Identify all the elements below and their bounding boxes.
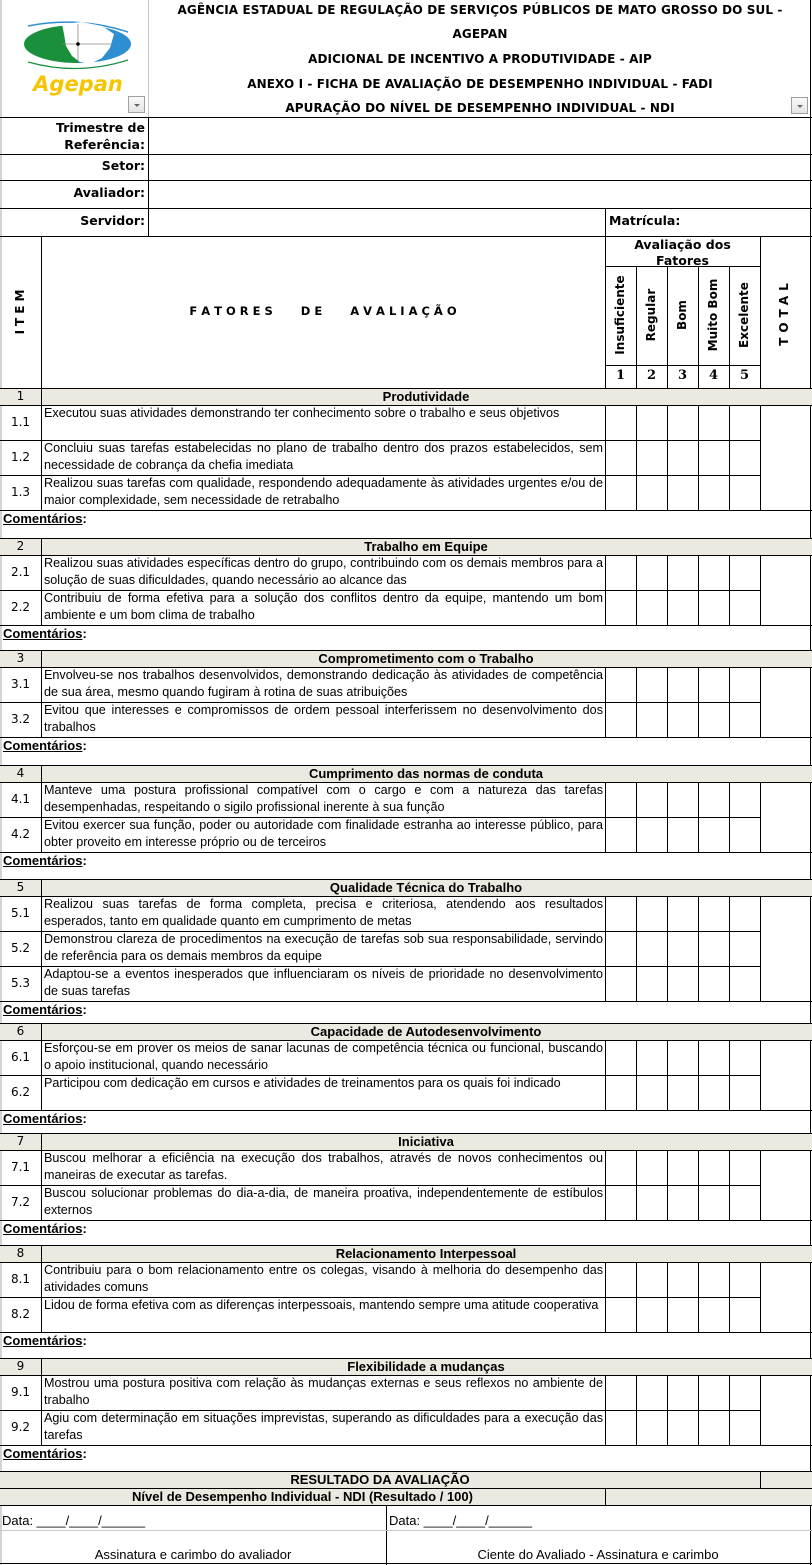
score-cell[interactable] — [606, 897, 636, 931]
comments-colon: : — [82, 1446, 87, 1461]
score-cell[interactable] — [730, 783, 760, 817]
rule — [148, 117, 149, 236]
score-cell[interactable] — [730, 556, 760, 590]
comments-label-text: Comentários — [3, 1002, 83, 1017]
setor-label: Setor: — [101, 158, 145, 173]
signature-evaluated-label: Ciente do Avaliado - Assinatura e carimbo — [477, 1547, 719, 1562]
score-cell[interactable] — [668, 1298, 698, 1332]
comments-label-text: Comentários — [3, 1111, 83, 1126]
score-cell[interactable] — [606, 441, 636, 475]
item-description: Mostrou uma postura positiva com relação às mudanças externas e seus reflexos no ambiente de trabalho — [44, 1376, 603, 1407]
score-cell[interactable] — [637, 406, 667, 440]
item-number: 5.2 — [10, 941, 31, 955]
score-cell[interactable] — [668, 441, 698, 475]
item-number: 9.2 — [10, 1420, 31, 1434]
section-title: Iniciativa — [398, 1134, 454, 1149]
section-title: Qualidade Técnica do Trabalho — [329, 880, 523, 895]
comments-label — [3, 1111, 87, 1126]
comments-label-text: Comentários — [3, 738, 83, 753]
score-cell[interactable] — [637, 1298, 667, 1332]
score-cell[interactable] — [730, 1076, 760, 1110]
score-cell[interactable] — [668, 556, 698, 590]
section-number: 3 — [16, 651, 25, 665]
score-cell[interactable] — [606, 1263, 636, 1297]
comments-label — [3, 511, 87, 526]
comments-input[interactable] — [90, 626, 808, 649]
score-cell[interactable] — [668, 818, 698, 852]
score-cell[interactable] — [606, 406, 636, 440]
score-cell[interactable] — [730, 932, 760, 966]
comments-input[interactable] — [90, 1111, 808, 1132]
result-title: RESULTADO DA AVALIAÇÃO — [290, 1472, 470, 1487]
section-title: Produtividade — [382, 389, 470, 404]
score-header-label: Excelente — [736, 282, 751, 348]
score-cell[interactable] — [637, 703, 667, 737]
item-description: Participou com dedicação em cursos e atividades de treinamentos para os quais foi indicado — [44, 1076, 561, 1090]
score-cell[interactable] — [730, 703, 760, 737]
date-evaluator[interactable]: Data: ____/____/______ — [2, 1513, 146, 1528]
score-header-value: 3 — [677, 368, 688, 383]
section-number: 8 — [16, 1246, 25, 1260]
header-title: APURAÇÃO DO NÍVEL DE DESEMPENHO INDIVIDUAL - NDI — [285, 101, 675, 115]
score-cell[interactable] — [668, 932, 698, 966]
section-title: Relacionamento Interpessoal — [335, 1246, 517, 1261]
section-number: 6 — [16, 1024, 25, 1038]
comments-label — [3, 853, 87, 868]
score-header-value: 4 — [708, 368, 719, 383]
item-description: Agiu com determinação em situações imprevistas, superando as dificuldades para a execução das tarefas — [44, 1411, 603, 1442]
item-number: 2.2 — [10, 600, 31, 614]
logo — [22, 18, 134, 98]
comments-label — [3, 626, 87, 641]
score-header-label: Muito Bom — [705, 278, 720, 352]
comments-label-text: Comentários — [3, 1221, 83, 1236]
comments-colon: : — [82, 1333, 87, 1348]
item-description: Contribuiu para o bom relacionamento entre os colegas, visando à melhoria do desempenho das atividades comuns — [44, 1263, 603, 1294]
comments-input[interactable] — [90, 1002, 808, 1022]
score-cell[interactable] — [668, 1186, 698, 1220]
score-cell[interactable] — [668, 1151, 698, 1185]
score-cell[interactable] — [637, 783, 667, 817]
matricula-label: Matrícula: — [609, 213, 681, 228]
agepan-logo-icon — [22, 18, 134, 98]
score-cell[interactable] — [668, 1076, 698, 1110]
score-header-label: Bom — [674, 300, 689, 330]
score-cell[interactable] — [730, 668, 760, 702]
comments-label — [3, 738, 87, 753]
section-total-cell[interactable] — [761, 1263, 810, 1332]
header-divider — [148, 0, 149, 117]
score-header-value: 2 — [646, 368, 657, 383]
item-number: 4.2 — [10, 827, 31, 841]
ndi-label: Nível de Desempenho Individual - NDI (Resultado / 100) — [132, 1489, 473, 1504]
avaliacao-header-line2: Fatores — [656, 253, 709, 268]
score-cell[interactable] — [699, 1376, 729, 1410]
comments-label-text: Comentários — [3, 1446, 83, 1461]
score-cell[interactable] — [730, 1186, 760, 1220]
section-total-cell[interactable] — [761, 783, 810, 852]
fatores-column-header: F A T O R E S D E A V A L I A Ç Ã O — [189, 304, 457, 318]
score-cell[interactable] — [730, 406, 760, 440]
result-total-cell[interactable] — [761, 1472, 810, 1487]
item-description: Manteve uma postura profissional compatível com o cargo e com a natureza das tarefas desempenhadas, respeitando o sigilo profissional inerente à sua função — [44, 783, 603, 814]
score-cell[interactable] — [668, 406, 698, 440]
section-total-cell[interactable] — [761, 556, 810, 625]
score-cell[interactable] — [606, 932, 636, 966]
section-number: 1 — [16, 389, 25, 403]
score-cell[interactable] — [730, 818, 760, 852]
score-cell[interactable] — [668, 1263, 698, 1297]
item-description: Evitou que interesses e compromissos de ordem pessoal interferissem no desenvolvimento dos trabalhos — [44, 703, 603, 734]
score-cell[interactable] — [699, 1298, 729, 1332]
comments-label — [3, 1446, 87, 1461]
score-cell[interactable] — [668, 1376, 698, 1410]
score-header-label: Insuficiente — [612, 275, 627, 355]
section-total-cell[interactable] — [761, 1041, 810, 1110]
avaliador-input[interactable] — [150, 181, 809, 207]
comments-colon: : — [82, 511, 87, 526]
score-cell[interactable] — [668, 668, 698, 702]
rule — [810, 117, 811, 1565]
score-cell[interactable] — [606, 1151, 636, 1185]
score-cell[interactable] — [730, 1263, 760, 1297]
trimestre-label — [0, 119, 145, 153]
rule — [605, 365, 760, 366]
score-cell[interactable] — [699, 897, 729, 931]
score-cell[interactable] — [699, 556, 729, 590]
item-number: 8.2 — [10, 1307, 31, 1321]
signature-evaluator-label: Assinatura e carimbo do avaliador — [94, 1547, 292, 1562]
item-description: Evitou exercer sua função, poder ou autoridade com finalidade estranha ao interesse público, para obter proveito em interesse próprio ou de terceiros — [44, 818, 603, 849]
rule — [760, 236, 761, 388]
score-cell[interactable] — [699, 441, 729, 475]
score-cell[interactable] — [699, 1186, 729, 1220]
score-cell[interactable] — [730, 1041, 760, 1075]
rule — [605, 208, 606, 236]
score-cell[interactable] — [606, 1376, 636, 1410]
avaliador-label: Avaliador: — [73, 185, 145, 200]
score-cell[interactable] — [606, 1186, 636, 1220]
score-cell[interactable] — [699, 591, 729, 625]
score-cell[interactable] — [606, 668, 636, 702]
score-cell[interactable] — [637, 1041, 667, 1075]
comments-input[interactable] — [90, 738, 808, 764]
section-total-cell[interactable] — [761, 1376, 810, 1445]
item-number: 1.2 — [10, 450, 31, 464]
score-cell[interactable] — [699, 1076, 729, 1110]
section-number: 2 — [16, 539, 25, 553]
comments-colon: : — [82, 1221, 87, 1236]
score-header-value: 1 — [615, 368, 626, 383]
trimestre-label-line1: Trimestre de — [56, 120, 145, 135]
score-cell[interactable] — [637, 1376, 667, 1410]
score-cell[interactable] — [606, 703, 636, 737]
score-cell[interactable] — [699, 783, 729, 817]
score-cell[interactable] — [606, 1076, 636, 1110]
score-cell[interactable] — [699, 1151, 729, 1185]
item-number: 1.1 — [10, 415, 31, 429]
item-description: Contribuiu de forma efetiva para a solução dos conflitos dentro da equipe, mantendo um bom ambiente e um bom clima de trabalho — [44, 591, 603, 622]
date-evaluated[interactable]: Data: ____/____/______ — [389, 1513, 533, 1528]
score-cell[interactable] — [637, 1076, 667, 1110]
rule — [0, 1505, 812, 1506]
score-cell[interactable] — [668, 783, 698, 817]
score-cell[interactable] — [668, 703, 698, 737]
trimestre-label-line2: Referência: — [64, 137, 145, 152]
section-number: 5 — [16, 880, 25, 894]
score-cell[interactable] — [668, 1041, 698, 1075]
comments-input[interactable] — [90, 1446, 808, 1470]
score-cell[interactable] — [699, 818, 729, 852]
section-title: Flexibilidade a mudanças — [347, 1359, 505, 1374]
item-number: 4.1 — [10, 792, 31, 806]
score-cell[interactable] — [606, 967, 636, 1001]
section-total-cell[interactable] — [761, 1151, 810, 1220]
trimestre-input[interactable] — [150, 118, 809, 153]
comments-input[interactable] — [90, 853, 808, 878]
item-description: Envolveu-se nos trabalhos desenvolvidos, demonstrando dedicação às atividades de competência de sua área, mesmo quando fugiram à rotina de suas atribuições — [44, 668, 603, 699]
score-cell[interactable] — [637, 1263, 667, 1297]
score-cell[interactable] — [637, 818, 667, 852]
item-description: Buscou melhorar a eficiência na execução dos trabalhos, através de novos conhecimentos ou maneiras de executar as tarefas. — [44, 1151, 603, 1182]
section-number: 9 — [16, 1359, 25, 1373]
score-header-label: Regular — [643, 288, 658, 342]
ndi-value-cell[interactable] — [606, 1489, 809, 1504]
item-number: 3.2 — [10, 712, 31, 726]
score-cell[interactable] — [730, 1151, 760, 1185]
header-right-border — [810, 0, 811, 117]
item-description: Lidou de forma efetiva com as diferenças interpessoais, mantendo sempre uma atitude cooperativa — [44, 1298, 599, 1312]
score-cell[interactable] — [668, 476, 698, 510]
section-title: Capacidade de Autodesenvolvimento — [310, 1024, 542, 1039]
score-cell[interactable] — [637, 591, 667, 625]
score-cell[interactable] — [730, 591, 760, 625]
header-agency: AGÊNCIA ESTADUAL DE REGULAÇÃO DE SERVIÇOS PÚBLICOS DE MATO GROSSO DO SUL - — [177, 3, 783, 17]
comments-label-text: Comentários — [3, 1333, 83, 1348]
item-description: Demonstrou clareza de procedimentos na execução de tarefas sob sua responsabilidade, servindo de referência para os demais membros da equipe — [44, 932, 603, 963]
comments-input[interactable] — [90, 1333, 808, 1357]
matricula-input[interactable] — [690, 209, 809, 235]
item-number: 5.1 — [10, 906, 31, 920]
score-cell[interactable] — [699, 406, 729, 440]
section-total-cell[interactable] — [761, 897, 810, 1001]
score-cell[interactable] — [637, 897, 667, 931]
score-cell[interactable] — [699, 1263, 729, 1297]
score-cell[interactable] — [637, 1186, 667, 1220]
comments-label — [3, 1002, 87, 1017]
score-cell[interactable] — [637, 1411, 667, 1445]
rule — [0, 1563, 812, 1564]
comments-label — [3, 1333, 87, 1348]
header-program: ADICIONAL DE INCENTIVO A PRODUTIVIDADE - AIP — [308, 52, 652, 66]
item-description: Realizou suas tarefas com qualidade, respondendo adequadamente às atividades urgentes e/ou de maior complexidade, sem necessidade de retrabalho — [44, 476, 603, 507]
score-cell[interactable] — [699, 703, 729, 737]
header-agency-abbr: AGEPAN — [452, 27, 508, 41]
item-number: 7.2 — [10, 1195, 31, 1209]
score-cell[interactable] — [730, 967, 760, 1001]
score-cell[interactable] — [730, 897, 760, 931]
score-cell[interactable] — [637, 967, 667, 1001]
section-title: Cumprimento das normas de conduta — [308, 766, 544, 781]
item-number: 7.1 — [10, 1160, 31, 1174]
comments-input[interactable] — [90, 1221, 808, 1244]
score-cell[interactable] — [699, 932, 729, 966]
servidor-label: Servidor: — [80, 213, 145, 228]
score-cell[interactable] — [730, 1376, 760, 1410]
score-cell[interactable] — [668, 897, 698, 931]
header-annex: ANEXO I - FICHA DE AVALIAÇÃO DE DESEMPENHO INDIVIDUAL - FADI — [247, 77, 713, 91]
item-number: 9.1 — [10, 1385, 31, 1399]
section-number: 4 — [16, 766, 25, 780]
score-cell[interactable] — [606, 556, 636, 590]
score-cell[interactable] — [606, 476, 636, 510]
item-number: 2.1 — [10, 565, 31, 579]
score-cell[interactable] — [637, 441, 667, 475]
setor-input[interactable] — [150, 155, 809, 179]
item-description: Realizou suas atividades específicas dentro do grupo, contribuindo com os demais membros para a solução de suas dificuldades, quando necessário ao alcance das — [44, 556, 603, 587]
section-number: 7 — [16, 1134, 25, 1148]
comments-label-text: Comentários — [3, 853, 83, 868]
score-cell[interactable] — [699, 1041, 729, 1075]
score-cell[interactable] — [730, 441, 760, 475]
score-cell[interactable] — [668, 1411, 698, 1445]
item-description: Buscou solucionar problemas do dia-a-dia, de maneira proativa, independentemente de estíbulos externos — [44, 1186, 603, 1217]
score-cell[interactable] — [668, 591, 698, 625]
dropdown-button-left[interactable] — [128, 96, 145, 113]
score-cell[interactable] — [637, 1151, 667, 1185]
item-description: Adaptou-se a eventos inesperados que influenciaram os níveis de prioridade no desenvolvimento de suas tarefas — [44, 967, 603, 998]
score-cell[interactable] — [730, 476, 760, 510]
score-cell[interactable] — [637, 668, 667, 702]
score-cell[interactable] — [668, 967, 698, 1001]
comments-input[interactable] — [90, 511, 808, 537]
comments-colon: : — [82, 1002, 87, 1017]
item-description: Concluiu suas tarefas estabelecidas no plano de trabalho dentro dos prazos estabelecidos, sem necessidade de cobrança da chefia imediata — [44, 441, 603, 472]
score-cell[interactable] — [699, 967, 729, 1001]
score-cell[interactable] — [730, 1298, 760, 1332]
score-cell[interactable] — [606, 818, 636, 852]
avaliacao-header-line1: Avaliação dos — [634, 237, 731, 252]
rule — [41, 405, 42, 510]
total-column-header: TOTAL — [777, 278, 791, 346]
comments-label — [3, 1221, 87, 1236]
section-title: Trabalho em Equipe — [364, 539, 488, 554]
comments-colon: : — [82, 1111, 87, 1126]
item-description: Executou suas atividades demonstrando ter conhecimento sobre o trabalho e seus objetivos — [44, 406, 560, 420]
rule — [41, 896, 42, 1001]
score-cell[interactable] — [606, 1298, 636, 1332]
item-number: 1.3 — [10, 485, 31, 499]
section-total-cell[interactable] — [761, 406, 810, 510]
item-number: 3.1 — [10, 677, 31, 691]
logo-text: Agepan — [33, 72, 123, 96]
servidor-input[interactable] — [150, 209, 604, 235]
score-cell[interactable] — [606, 1411, 636, 1445]
item-number: 6.1 — [10, 1050, 31, 1064]
comments-colon: : — [82, 626, 87, 641]
score-header-value: 5 — [739, 368, 750, 383]
item-description: Esforçou-se em prover os meios de sanar lacunas de competência técnica ou funcional, buscando o apoio institucional, quando necessário — [44, 1041, 603, 1072]
item-number: 8.1 — [10, 1272, 31, 1286]
comments-label-text: Comentários — [3, 511, 83, 526]
item-column-header: ITEM — [13, 285, 27, 335]
item-number: 5.3 — [10, 976, 31, 990]
score-cell[interactable] — [637, 556, 667, 590]
rule — [0, 1530, 812, 1531]
item-number: 6.2 — [10, 1085, 31, 1099]
score-cell[interactable] — [606, 783, 636, 817]
comments-colon: : — [82, 853, 87, 868]
score-cell[interactable] — [637, 932, 667, 966]
score-cell[interactable] — [606, 591, 636, 625]
score-cell[interactable] — [730, 1411, 760, 1445]
score-cell[interactable] — [606, 1041, 636, 1075]
score-cell[interactable] — [699, 668, 729, 702]
item-description: Realizou suas tarefas de forma completa, precisa e criteriosa, atendendo aos resultados esperados, tanto em qualidade quanto em cumprimento de metas — [44, 897, 603, 928]
comments-colon: : — [82, 738, 87, 753]
score-cell[interactable] — [699, 476, 729, 510]
score-cell[interactable] — [637, 476, 667, 510]
comments-label-text: Comentários — [3, 626, 83, 641]
section-title: Comprometimento com o Trabalho — [318, 651, 534, 666]
section-total-cell[interactable] — [761, 668, 810, 737]
score-cell[interactable] — [699, 1411, 729, 1445]
